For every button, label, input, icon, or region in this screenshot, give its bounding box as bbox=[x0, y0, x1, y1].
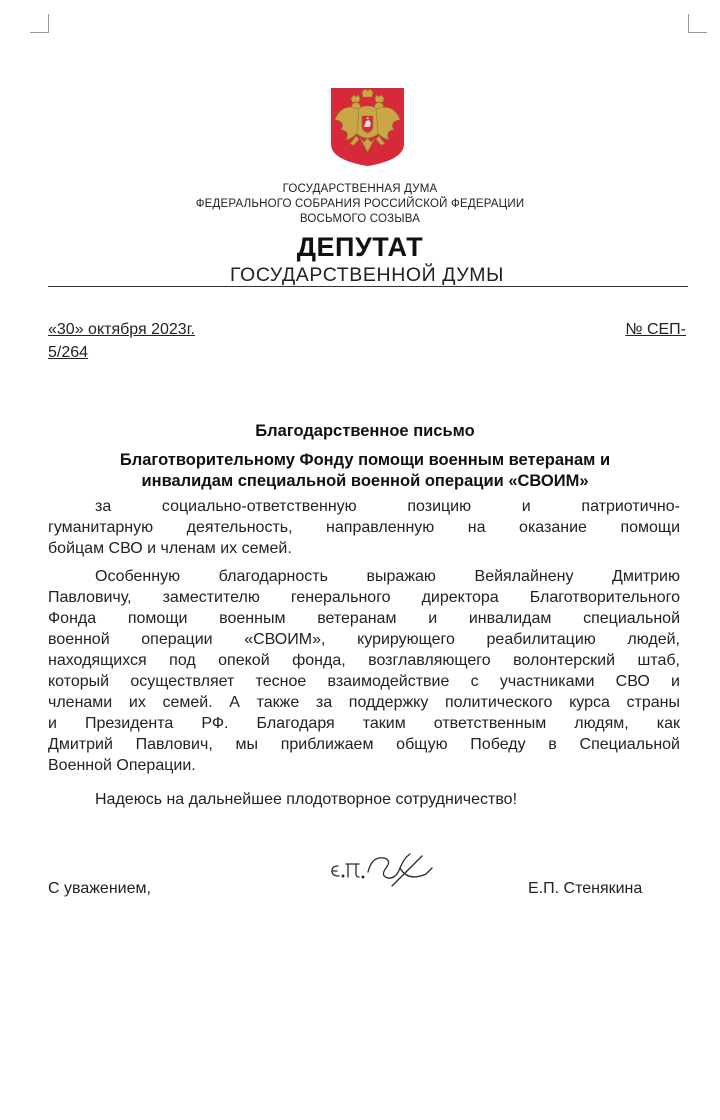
signer-name: Е.П. Стенякина bbox=[528, 880, 643, 897]
recipient-line-1: Благотворительному Фонду помощи военным ветеранам и bbox=[119, 451, 611, 469]
recipient-line-2: инвалидам специальной военной операции «СВОИМ» bbox=[141, 472, 589, 490]
org-line-2: ФЕДЕРАЛЬНОГО СОБРАНИЯ РОССИЙСКОЙ ФЕДЕРАЦИИ bbox=[195, 198, 525, 210]
paragraph-line: который осуществляет тесное взаимодействие с участниками СВО и bbox=[48, 673, 680, 690]
letter-number-part1: № СЕП- bbox=[625, 321, 686, 338]
org-line-3: ВОСЬМОГО СОЗЫВА bbox=[299, 213, 421, 225]
paragraph-line: Особенную благодарность выражаю Вейялайнену Дмитрию bbox=[95, 568, 680, 585]
paragraph-line: Павловичу, заместителю генерального директора Благотворительного bbox=[48, 589, 680, 606]
handwritten-signature bbox=[326, 846, 436, 890]
paragraph-line: находящихся под опекой фонда, возглавляющего волонтерский штаб, bbox=[48, 652, 680, 669]
duma-title: ГОСУДАРСТВЕННОЙ ДУМЫ bbox=[229, 264, 505, 286]
paragraph-line: гуманитарную деятельность, направленную на оказание помощи bbox=[48, 519, 680, 536]
coat-of-arms-emblem bbox=[329, 86, 406, 168]
paragraph-line: Надеюсь на дальнейшее плодотворное сотрудничество! bbox=[95, 791, 518, 808]
paragraph-line: Дмитрий Павлович, мы приближаем общую Победу в Специальной bbox=[48, 736, 680, 753]
paragraph-line: за социально-ответственную позицию и патриотично- bbox=[95, 498, 680, 515]
paragraph-line: военной операции «СВОИМ», курирующего реабилитацию людей, bbox=[48, 631, 680, 648]
crop-mark-top-left bbox=[30, 14, 49, 33]
closing-regards: С уважением, bbox=[48, 880, 151, 897]
org-line-1: ГОСУДАРСТВЕННАЯ ДУМА bbox=[282, 183, 438, 195]
deputy-title: ДЕПУТАТ bbox=[296, 232, 424, 262]
paragraph-3 bbox=[48, 789, 680, 810]
letter-recipient bbox=[0, 450, 720, 492]
letter-number-part2: 5/264 bbox=[48, 344, 89, 361]
header-divider bbox=[48, 286, 688, 287]
paragraph-2 bbox=[48, 566, 680, 776]
paragraph-1 bbox=[48, 496, 680, 559]
crop-mark-top-right bbox=[688, 14, 707, 33]
paragraph-line: Военной Операции. bbox=[48, 757, 196, 774]
organization-header bbox=[0, 182, 720, 227]
paragraph-line: бойцам СВО и членам их семей. bbox=[48, 540, 292, 557]
letter-date: «30» октября 2023г. bbox=[48, 321, 196, 338]
paragraph-line: Фонда помощи военным ветеранам и инвалидам специальной bbox=[48, 610, 680, 627]
paragraph-line: членами их семей. А также за поддержку политического курса страны bbox=[48, 694, 680, 711]
letter-heading: Благодарственное письмо bbox=[255, 422, 475, 440]
paragraph-line: и Президента РФ. Благодаря таким ответственным людям, как bbox=[48, 715, 680, 732]
